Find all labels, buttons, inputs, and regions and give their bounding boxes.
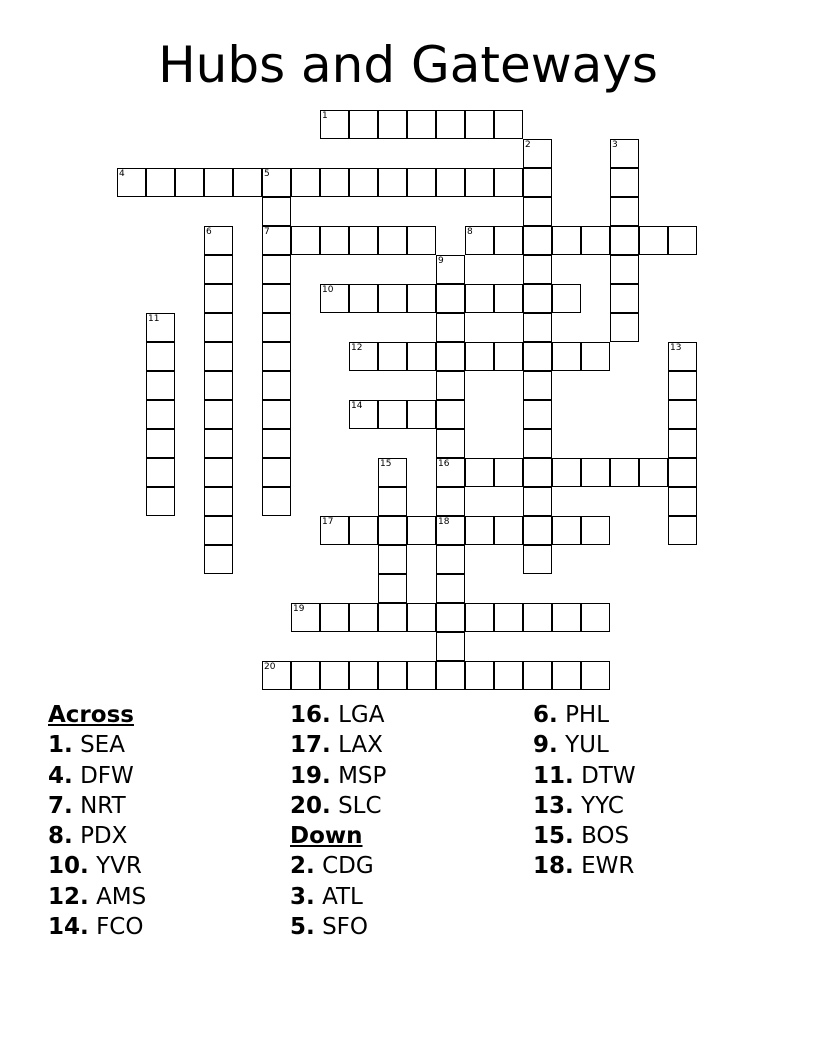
grid-cell[interactable] — [378, 458, 407, 487]
clue-across: 4. DFW — [48, 762, 134, 789]
grid-cell[interactable] — [465, 110, 494, 139]
grid-cell[interactable] — [262, 168, 291, 197]
grid-cell[interactable] — [465, 516, 494, 545]
grid-cell[interactable] — [146, 371, 175, 400]
grid-cell[interactable] — [262, 458, 291, 487]
grid-cell[interactable] — [262, 226, 291, 255]
grid-cell[interactable] — [291, 603, 320, 632]
grid-cell[interactable] — [581, 458, 610, 487]
grid-cell[interactable] — [494, 458, 523, 487]
grid-cell[interactable] — [639, 226, 668, 255]
grid-cell[interactable] — [204, 400, 233, 429]
grid-cell[interactable] — [146, 342, 175, 371]
grid-cell[interactable] — [494, 168, 523, 197]
grid-cell[interactable] — [610, 284, 639, 313]
grid-cell[interactable] — [291, 226, 320, 255]
clue-across: 8. PDX — [48, 823, 128, 850]
clue-down: 3. ATL — [290, 883, 363, 910]
grid-cell[interactable] — [523, 603, 552, 632]
cell-number: 17 — [322, 517, 334, 527]
grid-cell[interactable] — [668, 458, 697, 487]
grid-cell[interactable] — [407, 110, 436, 139]
grid-cell[interactable] — [610, 255, 639, 284]
grid-cell[interactable] — [407, 284, 436, 313]
grid-cell[interactable] — [175, 168, 204, 197]
grid-cell[interactable] — [436, 603, 465, 632]
puzzle-title: Hubs and Gateways — [158, 36, 658, 94]
cell-number: 11 — [148, 314, 160, 324]
grid-cell[interactable] — [436, 545, 465, 574]
grid-cell[interactable] — [349, 603, 378, 632]
clue-down: 13. YYC — [533, 792, 624, 819]
grid-cell[interactable] — [204, 284, 233, 313]
grid-cell[interactable] — [494, 603, 523, 632]
grid-cell[interactable] — [262, 661, 291, 690]
grid-cell[interactable] — [436, 487, 465, 516]
cell-number: 12 — [351, 343, 363, 353]
cell-number: 13 — [670, 343, 682, 353]
grid-cell[interactable] — [552, 226, 581, 255]
grid-cell[interactable] — [523, 429, 552, 458]
grid-cell[interactable] — [262, 342, 291, 371]
grid-cell[interactable] — [349, 110, 378, 139]
grid-cell[interactable] — [233, 168, 262, 197]
grid-cell[interactable] — [204, 545, 233, 574]
grid-cell[interactable] — [436, 516, 465, 545]
grid-cell[interactable] — [668, 342, 697, 371]
grid-cell[interactable] — [407, 516, 436, 545]
cell-number: 7 — [264, 227, 270, 237]
grid-cell[interactable] — [117, 168, 146, 197]
grid-cell[interactable] — [407, 168, 436, 197]
clue-down: 9. YUL — [533, 732, 609, 759]
grid-cell[interactable] — [349, 400, 378, 429]
grid-cell[interactable] — [552, 603, 581, 632]
grid-cell[interactable] — [378, 110, 407, 139]
across-heading: Across — [48, 702, 134, 728]
grid-cell[interactable] — [378, 400, 407, 429]
grid-cell[interactable] — [146, 168, 175, 197]
grid-cell[interactable] — [378, 545, 407, 574]
clue-across: 19. MSP — [290, 762, 387, 789]
grid-cell[interactable] — [523, 661, 552, 690]
grid-cell[interactable] — [436, 371, 465, 400]
grid-cell[interactable] — [204, 255, 233, 284]
cell-number: 19 — [293, 604, 305, 614]
cell-number: 15 — [380, 459, 392, 469]
grid-cell[interactable] — [262, 400, 291, 429]
grid-cell[interactable] — [262, 313, 291, 342]
grid-cell[interactable] — [610, 197, 639, 226]
grid-cell[interactable] — [465, 342, 494, 371]
grid-cell[interactable] — [668, 516, 697, 545]
grid-cell[interactable] — [581, 661, 610, 690]
cell-number: 16 — [438, 459, 450, 469]
clue-column-3 — [533, 700, 773, 882]
grid-cell[interactable] — [523, 516, 552, 545]
grid-cell[interactable] — [407, 603, 436, 632]
down-heading: Down — [290, 823, 363, 850]
grid-cell[interactable] — [204, 458, 233, 487]
grid-cell[interactable] — [465, 284, 494, 313]
clue-down: 5. SFO — [290, 914, 368, 941]
grid-cell[interactable] — [378, 284, 407, 313]
grid-cell[interactable] — [668, 487, 697, 516]
cell-number: 18 — [438, 517, 450, 527]
grid-cell[interactable] — [523, 226, 552, 255]
grid-cell[interactable] — [436, 400, 465, 429]
cell-number: 3 — [612, 140, 618, 150]
grid-cell[interactable] — [523, 139, 552, 168]
grid-cell[interactable] — [146, 429, 175, 458]
cell-number: 9 — [438, 256, 444, 266]
cell-number: 4 — [119, 169, 125, 179]
grid-cell[interactable] — [320, 284, 349, 313]
clue-across: 14. FCO — [48, 914, 144, 941]
grid-cell[interactable] — [262, 429, 291, 458]
clue-column-2 — [290, 700, 530, 942]
grid-cell[interactable] — [146, 487, 175, 516]
clue-across: 12. AMS — [48, 883, 147, 910]
grid-cell[interactable] — [204, 168, 233, 197]
grid-cell[interactable] — [465, 168, 494, 197]
grid-cell[interactable] — [204, 342, 233, 371]
grid-cell[interactable] — [552, 516, 581, 545]
grid-cell[interactable] — [436, 661, 465, 690]
grid-cell[interactable] — [378, 574, 407, 603]
clue-down: 2. CDG — [290, 853, 374, 880]
grid-cell[interactable] — [407, 226, 436, 255]
grid-cell[interactable] — [204, 226, 233, 255]
grid-cell[interactable] — [146, 313, 175, 342]
grid-cell[interactable] — [494, 110, 523, 139]
clue-across: 17. LAX — [290, 732, 383, 759]
grid-cell[interactable] — [436, 110, 465, 139]
cell-number: 14 — [351, 401, 363, 411]
grid-cell[interactable] — [291, 661, 320, 690]
grid-cell[interactable] — [349, 342, 378, 371]
cell-number: 6 — [206, 227, 212, 237]
grid-cell[interactable] — [581, 342, 610, 371]
grid-cell[interactable] — [204, 371, 233, 400]
grid-cell[interactable] — [523, 342, 552, 371]
grid-cell[interactable] — [146, 458, 175, 487]
grid-cell[interactable] — [552, 284, 581, 313]
clue-down: 15. BOS — [533, 823, 630, 850]
grid-cell[interactable] — [494, 342, 523, 371]
grid-cell[interactable] — [407, 400, 436, 429]
grid-cell[interactable] — [291, 168, 320, 197]
grid-cell[interactable] — [523, 255, 552, 284]
grid-cell[interactable] — [378, 487, 407, 516]
grid-cell[interactable] — [552, 458, 581, 487]
grid-cell[interactable] — [262, 487, 291, 516]
grid-cell[interactable] — [436, 342, 465, 371]
clue-down: 6. PHL — [533, 702, 610, 728]
clue-down: 11. DTW — [533, 762, 636, 789]
grid-cell[interactable] — [465, 661, 494, 690]
grid-cell[interactable] — [320, 516, 349, 545]
grid-cell[interactable] — [552, 342, 581, 371]
grid-cell[interactable] — [407, 661, 436, 690]
grid-cell[interactable] — [523, 458, 552, 487]
cell-number: 5 — [264, 169, 270, 179]
grid-cell[interactable] — [436, 313, 465, 342]
grid-cell[interactable] — [494, 284, 523, 313]
clue-across: 20. SLC — [290, 792, 382, 819]
grid-cell[interactable] — [581, 603, 610, 632]
grid-cell[interactable] — [204, 487, 233, 516]
grid-cell[interactable] — [378, 516, 407, 545]
grid-cell[interactable] — [465, 226, 494, 255]
grid-cell[interactable] — [465, 458, 494, 487]
cell-number: 1 — [322, 111, 328, 121]
grid-cell[interactable] — [494, 516, 523, 545]
grid-cell[interactable] — [523, 487, 552, 516]
grid-cell[interactable] — [552, 661, 581, 690]
clue-down: 18. EWR — [533, 853, 635, 880]
grid-cell[interactable] — [349, 284, 378, 313]
clue-across: 16. LGA — [290, 702, 385, 728]
grid-cell[interactable] — [378, 342, 407, 371]
grid-cell[interactable] — [436, 458, 465, 487]
grid-cell[interactable] — [320, 226, 349, 255]
grid-cell[interactable] — [523, 168, 552, 197]
grid-cell[interactable] — [523, 400, 552, 429]
grid-cell[interactable] — [494, 226, 523, 255]
clue-across: 10. YVR — [48, 853, 142, 880]
grid-cell[interactable] — [668, 226, 697, 255]
grid-cell[interactable] — [204, 516, 233, 545]
grid-cell[interactable] — [581, 516, 610, 545]
cell-number: 10 — [322, 285, 334, 295]
grid-cell[interactable] — [378, 168, 407, 197]
grid-cell[interactable] — [523, 284, 552, 313]
grid-cell[interactable] — [639, 458, 668, 487]
grid-cell[interactable] — [523, 371, 552, 400]
grid-cell[interactable] — [494, 661, 523, 690]
grid-cell[interactable] — [610, 458, 639, 487]
grid-cell[interactable] — [436, 284, 465, 313]
cell-number: 2 — [525, 140, 531, 150]
grid-cell[interactable] — [407, 342, 436, 371]
grid-cell[interactable] — [378, 661, 407, 690]
grid-cell[interactable] — [523, 197, 552, 226]
grid-cell[interactable] — [436, 632, 465, 661]
grid-cell[interactable] — [610, 139, 639, 168]
grid-cell[interactable] — [378, 603, 407, 632]
grid-cell[interactable] — [610, 313, 639, 342]
grid-cell[interactable] — [668, 371, 697, 400]
grid-cell[interactable] — [668, 400, 697, 429]
grid-cell[interactable] — [349, 661, 378, 690]
grid-cell[interactable] — [436, 429, 465, 458]
grid-cell[interactable] — [523, 545, 552, 574]
grid-cell[interactable] — [320, 168, 349, 197]
grid-cell[interactable] — [581, 226, 610, 255]
grid-cell[interactable] — [436, 255, 465, 284]
grid-cell[interactable] — [320, 661, 349, 690]
grid-cell[interactable] — [378, 226, 407, 255]
grid-cell[interactable] — [668, 429, 697, 458]
grid-cell[interactable] — [204, 429, 233, 458]
grid-cell[interactable] — [262, 197, 291, 226]
grid-cell[interactable] — [465, 603, 494, 632]
grid-cell[interactable] — [349, 516, 378, 545]
grid-cell[interactable] — [523, 313, 552, 342]
clue-across: 7. NRT — [48, 792, 126, 819]
grid-cell[interactable] — [146, 400, 175, 429]
grid-cell[interactable] — [320, 110, 349, 139]
grid-cell[interactable] — [436, 574, 465, 603]
cell-number: 20 — [264, 662, 276, 672]
grid-cell[interactable] — [204, 313, 233, 342]
grid-cell[interactable] — [320, 603, 349, 632]
grid-cell[interactable] — [610, 226, 639, 255]
grid-cell[interactable] — [262, 284, 291, 313]
clue-across: 1. SEA — [48, 732, 125, 759]
grid-cell[interactable] — [349, 226, 378, 255]
grid-cell[interactable] — [262, 255, 291, 284]
grid-cell[interactable] — [349, 168, 378, 197]
clue-column-1 — [48, 700, 288, 942]
grid-cell[interactable] — [610, 168, 639, 197]
grid-cell[interactable] — [262, 371, 291, 400]
cell-number: 8 — [467, 227, 473, 237]
grid-cell[interactable] — [436, 168, 465, 197]
